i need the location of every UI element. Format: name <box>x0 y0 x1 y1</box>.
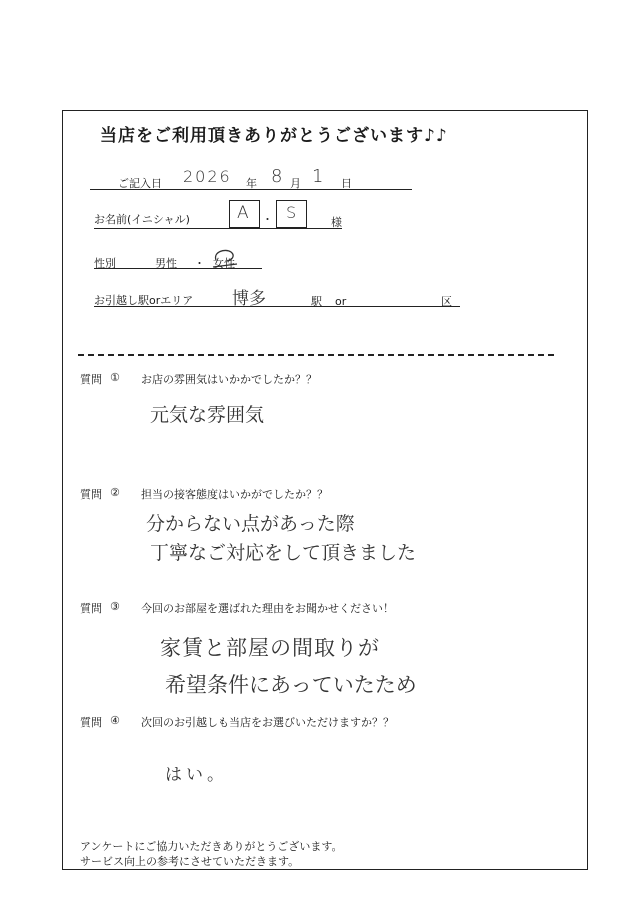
q1-answer-line1: 元気な雰囲気 <box>150 404 265 426</box>
q2-answer-line1: 分からない点があった際 <box>146 513 355 535</box>
gender-label: 性別 <box>94 257 116 270</box>
q4-label: 質問 <box>80 716 102 729</box>
ward-label: 区 <box>441 295 452 308</box>
q1-label: 質問 <box>80 373 102 386</box>
name-label: お名前(イニシャル) <box>94 213 190 226</box>
q2-answer-line2: 丁寧なご対応をして頂きました <box>150 542 417 564</box>
q3-answer-line2: 希望条件にあっていたため <box>165 673 417 697</box>
honorific-label: 様 <box>331 216 342 229</box>
gender-male-option: 男性 <box>155 257 177 270</box>
date-month-unit: 月 <box>290 177 301 190</box>
initial2-value: S <box>286 203 297 222</box>
q2-label: 質問 <box>80 488 102 501</box>
q3-number: ③ <box>110 600 120 613</box>
date-underline <box>90 189 412 190</box>
q3-text: 今回のお部屋を選ばれた理由をお聞かせください！ <box>141 602 394 615</box>
q4-number: ④ <box>110 714 120 727</box>
q4-answer-line1: はい。 <box>165 765 228 785</box>
gender-separator: ・ <box>194 257 205 270</box>
or-label: or <box>335 295 347 308</box>
q1-text: お店の雰囲気はいかかでしたか？？ <box>141 373 317 386</box>
initial1-value: A <box>237 203 249 223</box>
q1-number: ① <box>110 371 120 384</box>
q4-text: 次回のお引越しも当店をお選びいただけますか？？ <box>141 716 394 729</box>
date-day-value: 1 <box>312 166 324 187</box>
date-month-value: 8 <box>271 166 283 187</box>
q3-answer-line1: 家賃と部屋の間取りが <box>160 636 380 660</box>
q2-number: ② <box>110 486 120 499</box>
area-label: お引越し駅orエリア <box>94 294 194 307</box>
date-label: ご記入日 <box>118 177 162 190</box>
gender-female-option: 女性 <box>213 257 235 270</box>
footer-note: サービス向上の参考にさせていただきます。 <box>80 855 300 868</box>
area-value: 博多 <box>232 289 266 309</box>
name-underline <box>94 228 342 229</box>
station-label: 駅 <box>311 295 322 308</box>
initial-separator: ・ <box>262 213 273 226</box>
footer-thanks: アンケートにご協力いただきありがとうございます。 <box>80 840 343 853</box>
form-title: 当店をご利用頂きありがとうございます♪♪ <box>100 126 448 146</box>
date-year-unit: 年 <box>246 177 257 190</box>
q3-label: 質問 <box>80 602 102 615</box>
q2-text: 担当の接客態度はいかがでしたか？？ <box>141 488 328 501</box>
section-divider <box>78 354 554 356</box>
date-day-unit: 日 <box>341 177 352 190</box>
gender-underline <box>94 268 262 269</box>
area-underline <box>94 306 460 307</box>
date-year-value: 2026 <box>183 167 232 186</box>
